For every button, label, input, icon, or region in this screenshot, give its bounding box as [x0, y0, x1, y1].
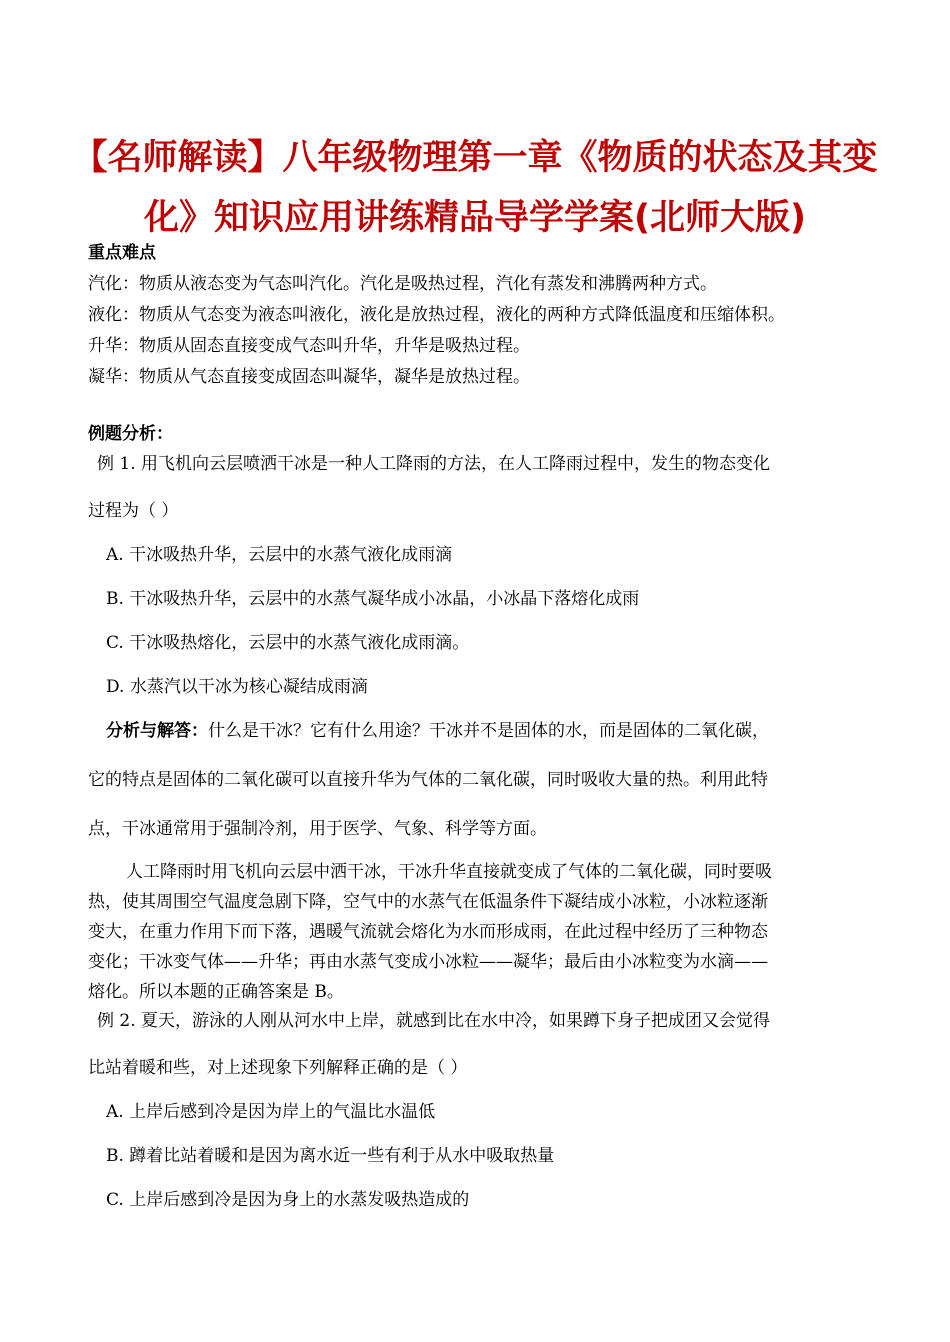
example-2-question-line-1: 例 2. 夏天，游泳的人刚从河水中上岸，就感到比在水中冷，如果蹲下身子把成团又会觉得 [97, 1011, 771, 1031]
example-1-question-line-2: 过程为（ ） [88, 501, 179, 521]
example-1-explanation-line-5: 熔化。所以本题的正确答案是 B。 [88, 982, 344, 1002]
example-1-analysis-line-2: 它的特点是固体的二氧化碳可以直接升华为气体的二氧化碳，同时吸收大量的热。利用此特 [88, 770, 768, 790]
key-point-vaporization: 汽化：物质从液态变为气态叫汽化。汽化是吸热过程，汽化有蒸发和沸腾两种方式。 [88, 274, 717, 294]
example-2-option-b: B. 蹲着比站着暖和是因为离水近一些有利于从水中吸取热量 [106, 1146, 555, 1166]
example-1-option-c: C. 干冰吸热熔化，云层中的水蒸气液化成雨滴。 [106, 633, 470, 653]
example-2-option-c: C. 上岸后感到冷是因为身上的水蒸发吸热造成的 [106, 1190, 470, 1210]
example-1-explanation-line-4: 变化；干冰变气体——升华；再由水蒸气变成小冰粒——凝华；最后由小冰粒变为水滴—— [88, 952, 768, 972]
example-2-option-a: A. 上岸后感到冷是因为岸上的气温比水温低 [106, 1102, 436, 1122]
key-point-liquefaction: 液化：物质从气态变为液态叫液化，液化是放热过程，液化的两种方式降低温度和压缩体积。 [88, 305, 785, 325]
example-1-explanation-line-3: 变大，在重力作用下而下落，遇暖气流就会熔化为水而形成雨，在此过程中经历了三种物态 [88, 922, 768, 942]
key-point-deposition: 凝华：物质从气态直接变成固态叫凝华，凝华是放热过程。 [88, 367, 530, 387]
examples-heading: 例题分析： [88, 424, 173, 444]
example-1-option-a: A. 干冰吸热升华，云层中的水蒸气液化成雨滴 [106, 545, 453, 565]
example-1-explanation-line-1: 人工降雨时用飞机向云层中洒干冰，干冰升华直接就变成了气体的二氧化碳，同时要吸 [126, 862, 772, 882]
analysis-label: 分析与解答： [106, 721, 208, 741]
example-1-explanation-line-2: 热，使其周围空气温度急剧下降，空气中的水蒸气在低温条件下凝结成小冰粒，小冰粒逐渐 [88, 892, 768, 912]
key-points-heading: 重点难点 [88, 243, 156, 263]
example-2-question-line-2: 比站着暖和些，对上述现象下列解释正确的是（ ） [88, 1058, 468, 1078]
example-1-question-line-1: 例 1. 用飞机向云层喷洒干冰是一种人工降雨的方法，在人工降雨过程中，发生的物态变化 [97, 454, 771, 474]
document-title-line-2: 化》知识应用讲练精品导学学案(北师大版) [144, 198, 806, 238]
example-1-analysis-line-3: 点，干冰通常用于强制冷剂，用于医学、气象、科学等方面。 [88, 819, 547, 839]
example-1-analysis-line-1 [106, 723, 769, 740]
document-title-line-1: 【名师解读】八年级物理第一章《物质的状态及其变 [72, 138, 878, 178]
key-point-sublimation: 升华：物质从固态直接变成气态叫升华，升华是吸热过程。 [88, 336, 530, 356]
example-1-option-b: B. 干冰吸热升华，云层中的水蒸气凝华成小冰晶，小冰晶下落熔化成雨 [106, 589, 640, 609]
analysis-text: 什么是干冰？它有什么用途？干冰并不是固体的水，而是固体的二氧化碳， [208, 721, 769, 741]
example-1-option-d: D. 水蒸汽以干冰为核心凝结成雨滴 [106, 677, 368, 697]
